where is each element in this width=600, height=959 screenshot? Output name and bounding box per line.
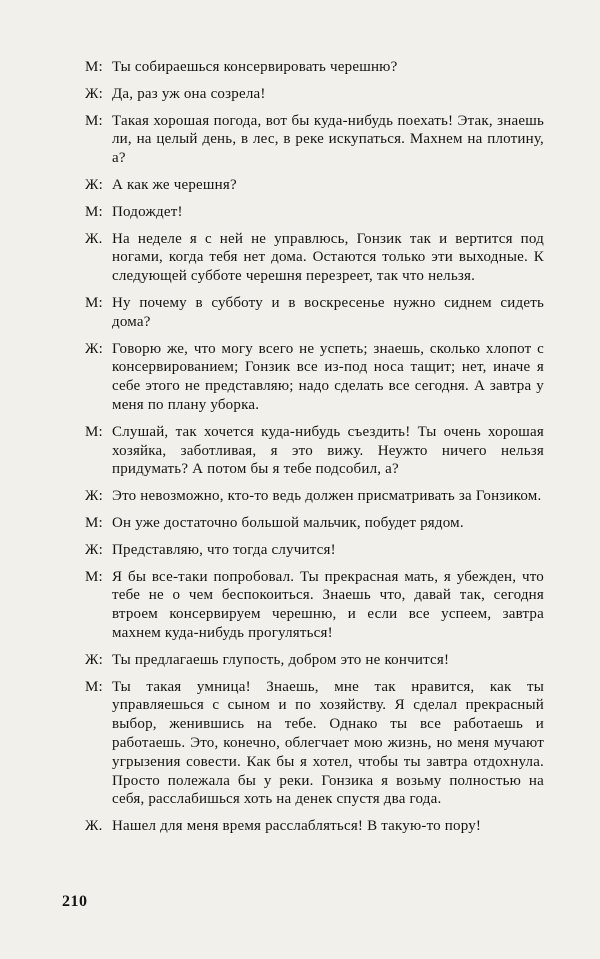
dialogue-entry	[85, 678, 544, 810]
speaker-label: Ж:	[85, 651, 104, 668]
dialogue-entry	[85, 340, 544, 415]
dialogue-text: Это невозможно, кто-то ведь должен присматривать за Гонзиком.	[112, 488, 542, 505]
dialogue-text: Да, раз уж она созрела!	[112, 85, 266, 102]
dialogue-text: Ты собираешься консервировать черешню?	[112, 59, 398, 75]
dialogue-text: На неделе я с ней не управлюсь, Гонзик так и вертится под ногами, когда тебя нет дома. Остаются только эти выходные. К следующей субботе черешня перезреет, так что нельзя.	[112, 230, 544, 285]
speaker-label: Ж:	[85, 488, 104, 505]
speaker-label: Ж:	[85, 176, 104, 193]
dialogue-text: Нашел для меня время расслабляться! В такую-то пору!	[112, 818, 482, 835]
dialogue-text: А как же черешня?	[112, 176, 237, 193]
dialogue-text: Ну почему в субботу и в воскресенье нужно сиднем сидеть дома?	[112, 294, 544, 330]
page-number: 210	[62, 893, 88, 910]
speaker-label: Ж:	[85, 541, 104, 558]
speaker-label: М:	[85, 294, 103, 311]
speaker-label: Ж:	[85, 85, 104, 102]
speaker-label: Ж:	[85, 340, 104, 357]
dialogue-entry	[85, 423, 544, 479]
dialogue-text: Говорю же, что могу всего не успеть; знаешь, сколько хлопот с консервированием; Гонзик все из-под носа тащит; нет, иначе я себе этого не представляю; надо сделать все сегодня. А завтра у меня по плану уборка.	[112, 340, 544, 413]
dialogue-block	[85, 58, 544, 844]
dialogue-text: Такая хорошая погода, вот бы куда-нибудь поехать! Этак, знаешь ли, на целый день, в лес, в реке искупаться. Махнем на плотину, а?	[112, 112, 544, 167]
dialogue-entry	[85, 85, 544, 104]
dialogue-text: Ты такая умница! Знаешь, мне так нравится, как ты управляешься с сыном и по хозяйству. Я сделал прекрасный выбор, женившись на тебе. Однако ты все работаешь и работаешь. Это, конечно, облегчает мою жизнь, но меня мучают угрызения совести. Как бы я хотел, чтобы ты завтра отдохнула. Просто полежала бы у реки. Гонзика я возьму полностью на себя, расслабишься хоть на денек спустя два года.	[112, 678, 544, 808]
dialogue-text: Ты предлагаешь глупость, добром это не кончится!	[112, 651, 450, 668]
dialogue-text: Представляю, что тогда случится!	[112, 541, 336, 558]
dialogue-text: Подождет!	[112, 203, 183, 220]
dialogue-entry	[85, 817, 544, 836]
speaker-label: М:	[85, 678, 103, 695]
speaker-label: М:	[85, 112, 103, 129]
speaker-label: Ж.	[85, 818, 103, 835]
dialogue-entry	[85, 203, 544, 222]
dialogue-entry	[85, 651, 544, 670]
dialogue-entry	[85, 58, 544, 77]
speaker-label: М:	[85, 423, 103, 440]
dialogue-entry	[85, 514, 544, 533]
dialogue-text: Он уже достаточно большой мальчик, побудет рядом.	[112, 514, 464, 531]
speaker-label: М:	[85, 514, 103, 531]
speaker-label: М:	[85, 203, 103, 220]
dialogue-entry	[85, 568, 544, 643]
dialogue-entry	[85, 230, 544, 286]
dialogue-entry	[85, 294, 544, 332]
speaker-label: М:	[85, 59, 103, 75]
dialogue-text: Я бы все-таки попробовал. Ты прекрасная мать, я убежден, что тебе не о чем беспокоиться. Знаешь что, давай так, сегодня втроем консервируем черешню, и если все успеем, завтра махнем куда-нибудь прогуляться!	[112, 568, 544, 641]
speaker-label: Ж.	[85, 230, 103, 247]
dialogue-text: Слушай, так хочется куда-нибудь съездить! Ты очень хорошая хозяйка, заботливая, я это вижу. Неужто ничего нельзя придумать? А потом бы я тебе подсобил, а?	[112, 423, 544, 478]
dialogue-entry	[85, 487, 544, 506]
dialogue-entry	[85, 176, 544, 195]
speaker-label: М:	[85, 568, 103, 585]
dialogue-entry	[85, 541, 544, 560]
dialogue-entry	[85, 112, 544, 168]
